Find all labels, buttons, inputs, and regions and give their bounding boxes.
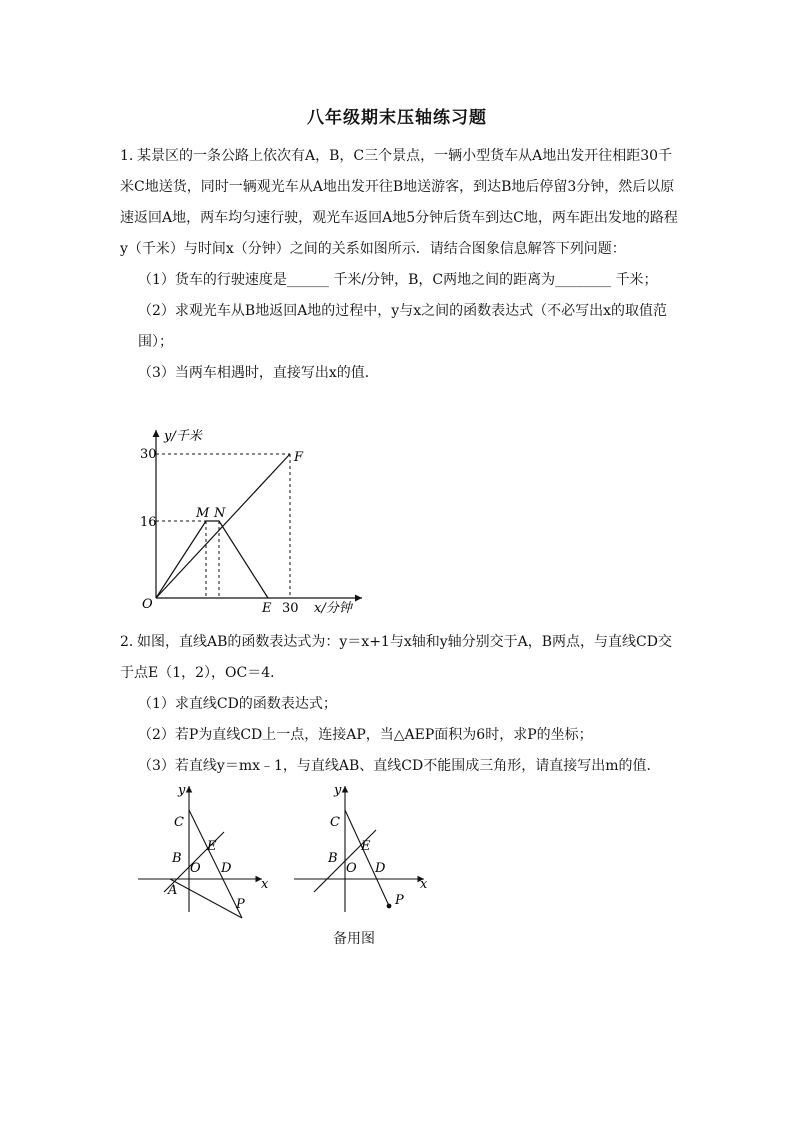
truck-line bbox=[156, 454, 290, 598]
question-2 bbox=[120, 627, 680, 782]
svg-text:C: C bbox=[174, 815, 184, 830]
svg-text:y: y bbox=[334, 783, 342, 798]
svg-text:O: O bbox=[346, 861, 357, 876]
svg-text:D: D bbox=[375, 861, 386, 876]
question-1-graph bbox=[130, 420, 370, 620]
question-2-part-3: （3）若直线y＝mx﹣1，与直线AB、直线CD不能围成三角形，请直接写出m的值． bbox=[138, 758, 661, 774]
question-2-backup-figure bbox=[292, 780, 432, 920]
svg-text:y: y bbox=[178, 783, 186, 798]
point-e-label: E bbox=[262, 601, 272, 616]
svg-text:A: A bbox=[168, 883, 178, 898]
svg-text:x: x bbox=[420, 877, 428, 892]
bus-line bbox=[156, 521, 268, 598]
y-tick-16: 16 bbox=[140, 515, 157, 530]
question-1-part-2: （2）求观光车从B地返回A地的过程中，y与x之间的函数表达式（不必写出x的取值范围）； bbox=[138, 303, 668, 350]
question-1-part-1: （1）货车的行驶速度是______ 千米/分钟，B，C两地之间的距离为________ 千米； bbox=[138, 272, 658, 288]
y-axis-label: y/千米 bbox=[164, 429, 202, 444]
question-2-part-1: （1）求直线CD的函数表达式； bbox=[138, 696, 337, 712]
svg-text:P: P bbox=[395, 893, 404, 908]
svg-text:B: B bbox=[172, 851, 182, 866]
origin-label: O bbox=[142, 597, 153, 612]
x-tick-30: 30 bbox=[282, 601, 299, 616]
y-tick-30: 30 bbox=[140, 447, 157, 462]
question-1-part-3: （3）当两车相遇时，直接写出x的值． bbox=[138, 365, 379, 381]
point-m-label: M bbox=[196, 506, 210, 521]
backup-figure-caption: 备用图 bbox=[333, 931, 375, 947]
svg-text:x: x bbox=[261, 877, 269, 892]
svg-text:C: C bbox=[330, 815, 340, 830]
svg-text:O: O bbox=[190, 861, 201, 876]
x-axis-label: x/分钟 bbox=[314, 601, 352, 616]
svg-text:D: D bbox=[221, 861, 232, 876]
svg-text:P: P bbox=[236, 897, 245, 912]
svg-text:E: E bbox=[361, 839, 371, 854]
question-1 bbox=[120, 141, 680, 389]
point-n-label: N bbox=[214, 506, 226, 521]
svg-text:B: B bbox=[328, 851, 338, 866]
question-1-stem: 1．某景区的一条公路上依次有A，B，C三个景点，一辆小型货车从A地出发开往相距30千米C地送货，同时一辆观光车从A地出发开往B地送游客，到达B地后停留3分钟，然后以原速返回A地，两车均匀速行驶，观光车返回A地5分钟后货车到达C地，两车距出发地的路程y（千米）与时间x（分钟）之间的关系如图所示．请结合图象信息解答下列问题： bbox=[120, 148, 678, 257]
page-title: 八年级期末压轴练习题 bbox=[307, 108, 487, 128]
question-2-stem: 2．如图，直线AB的函数表达式为：y＝x+1与x轴和y轴分别交于A，B两点，与直线CD交于点E（1，2），OC＝4． bbox=[120, 634, 672, 681]
question-2-figure bbox=[136, 780, 276, 920]
point-f-label: F bbox=[294, 450, 304, 465]
svg-text:E: E bbox=[207, 839, 217, 854]
question-2-part-2: （2）若P为直线CD上一点，连接AP，当△AEP面积为6时，求P的坐标； bbox=[138, 727, 593, 743]
